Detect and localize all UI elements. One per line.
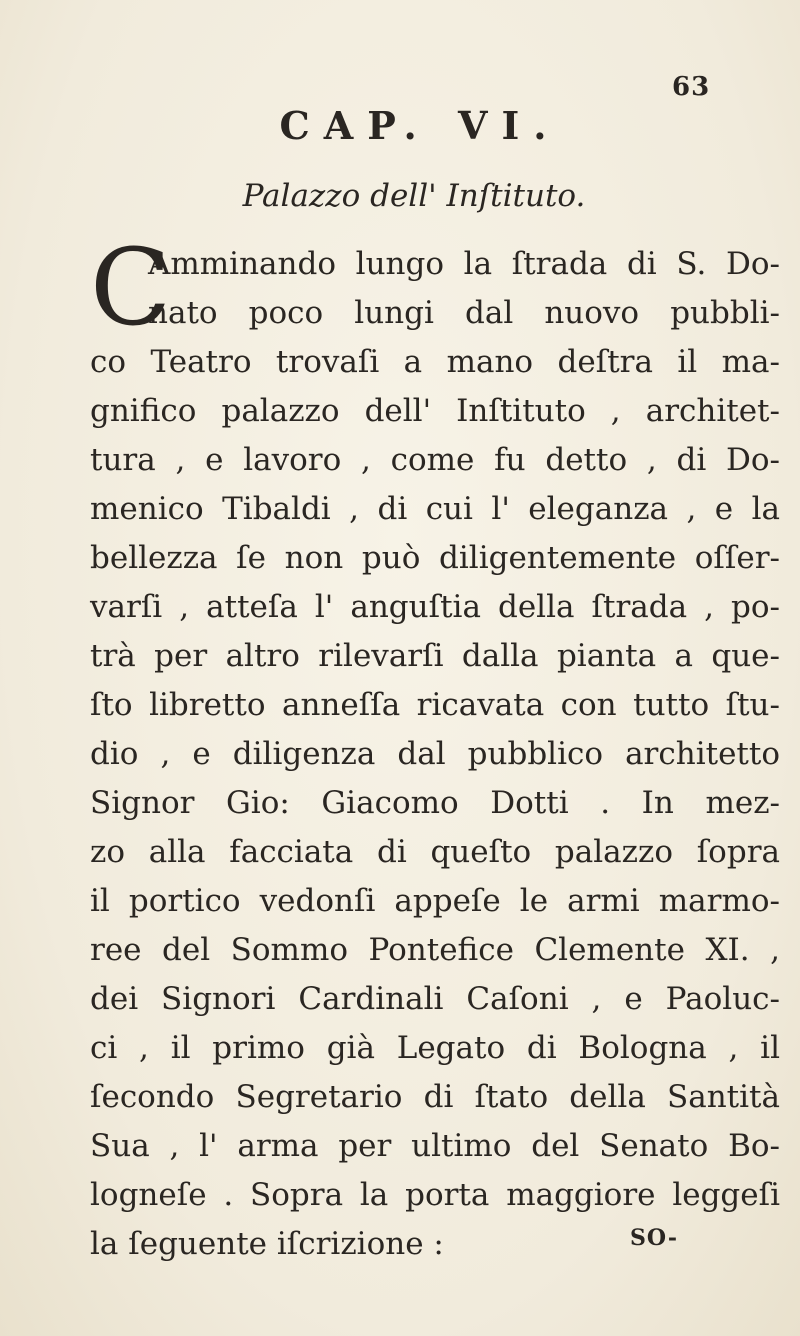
body-text — [90, 226, 780, 1269]
text-line: bellezza ſe non può diligentemente oſſer- — [90, 540, 780, 576]
text-line: Amminando lungo la ſtrada di S. Do- — [148, 246, 780, 282]
chapter-heading: CAP. VI. — [279, 103, 561, 148]
text-line: ſecondo Segretario di ſtato della Santità — [90, 1079, 780, 1115]
text-line: trà per altro rilevarſi dalla pianta a que- — [90, 638, 780, 674]
text-line: logneſe . Sopra la porta maggiore leggeſi — [90, 1177, 780, 1213]
text-line: varſi , atteſa l' anguſtia della ſtrada , po- — [90, 589, 780, 625]
text-line: ci , il primo già Legato di Bologna , il — [90, 1030, 780, 1066]
text-line: menico Tibaldi , di cui l' eleganza , e la — [90, 491, 780, 527]
drop-cap: C — [90, 226, 172, 349]
text-line: il portico vedonſi appeſe le armi marmo- — [90, 883, 780, 919]
text-line: dei Signori Cardinali Caſoni , e Paoluc- — [90, 981, 780, 1017]
text-line: gnifico palazzo dell' Inſtituto , architet- — [90, 393, 780, 429]
text-line: la ſeguente iſcrizione : — [90, 1226, 444, 1262]
page-number: 63 — [672, 72, 711, 102]
text-line: co Teatro trovaſi a mano deſtra il ma- — [90, 344, 780, 380]
text-line: ſto libretto anneſſa ricavata con tutto ſtu- — [90, 687, 780, 723]
catchword: SO- — [630, 1225, 678, 1251]
text-line: dio , e diligenza dal pubblico architetto — [90, 736, 780, 772]
text-line: Sua , l' arma per ultimo del Senato Bo- — [90, 1128, 780, 1164]
text-line: zo alla facciata di queſto palazzo ſopra — [90, 834, 780, 870]
text-line: Signor Gio: Giacomo Dotti . In mez- — [90, 785, 780, 821]
text-line: nato poco lungi dal nuovo pubbli- — [148, 295, 780, 331]
text-line: tura , e lavoro , come fu detto , di Do- — [90, 442, 780, 478]
text-line: ree del Sommo Pontefice Clemente XI. , — [90, 932, 780, 968]
section-title: Palazzo dell' Inſtituto. — [242, 178, 586, 214]
